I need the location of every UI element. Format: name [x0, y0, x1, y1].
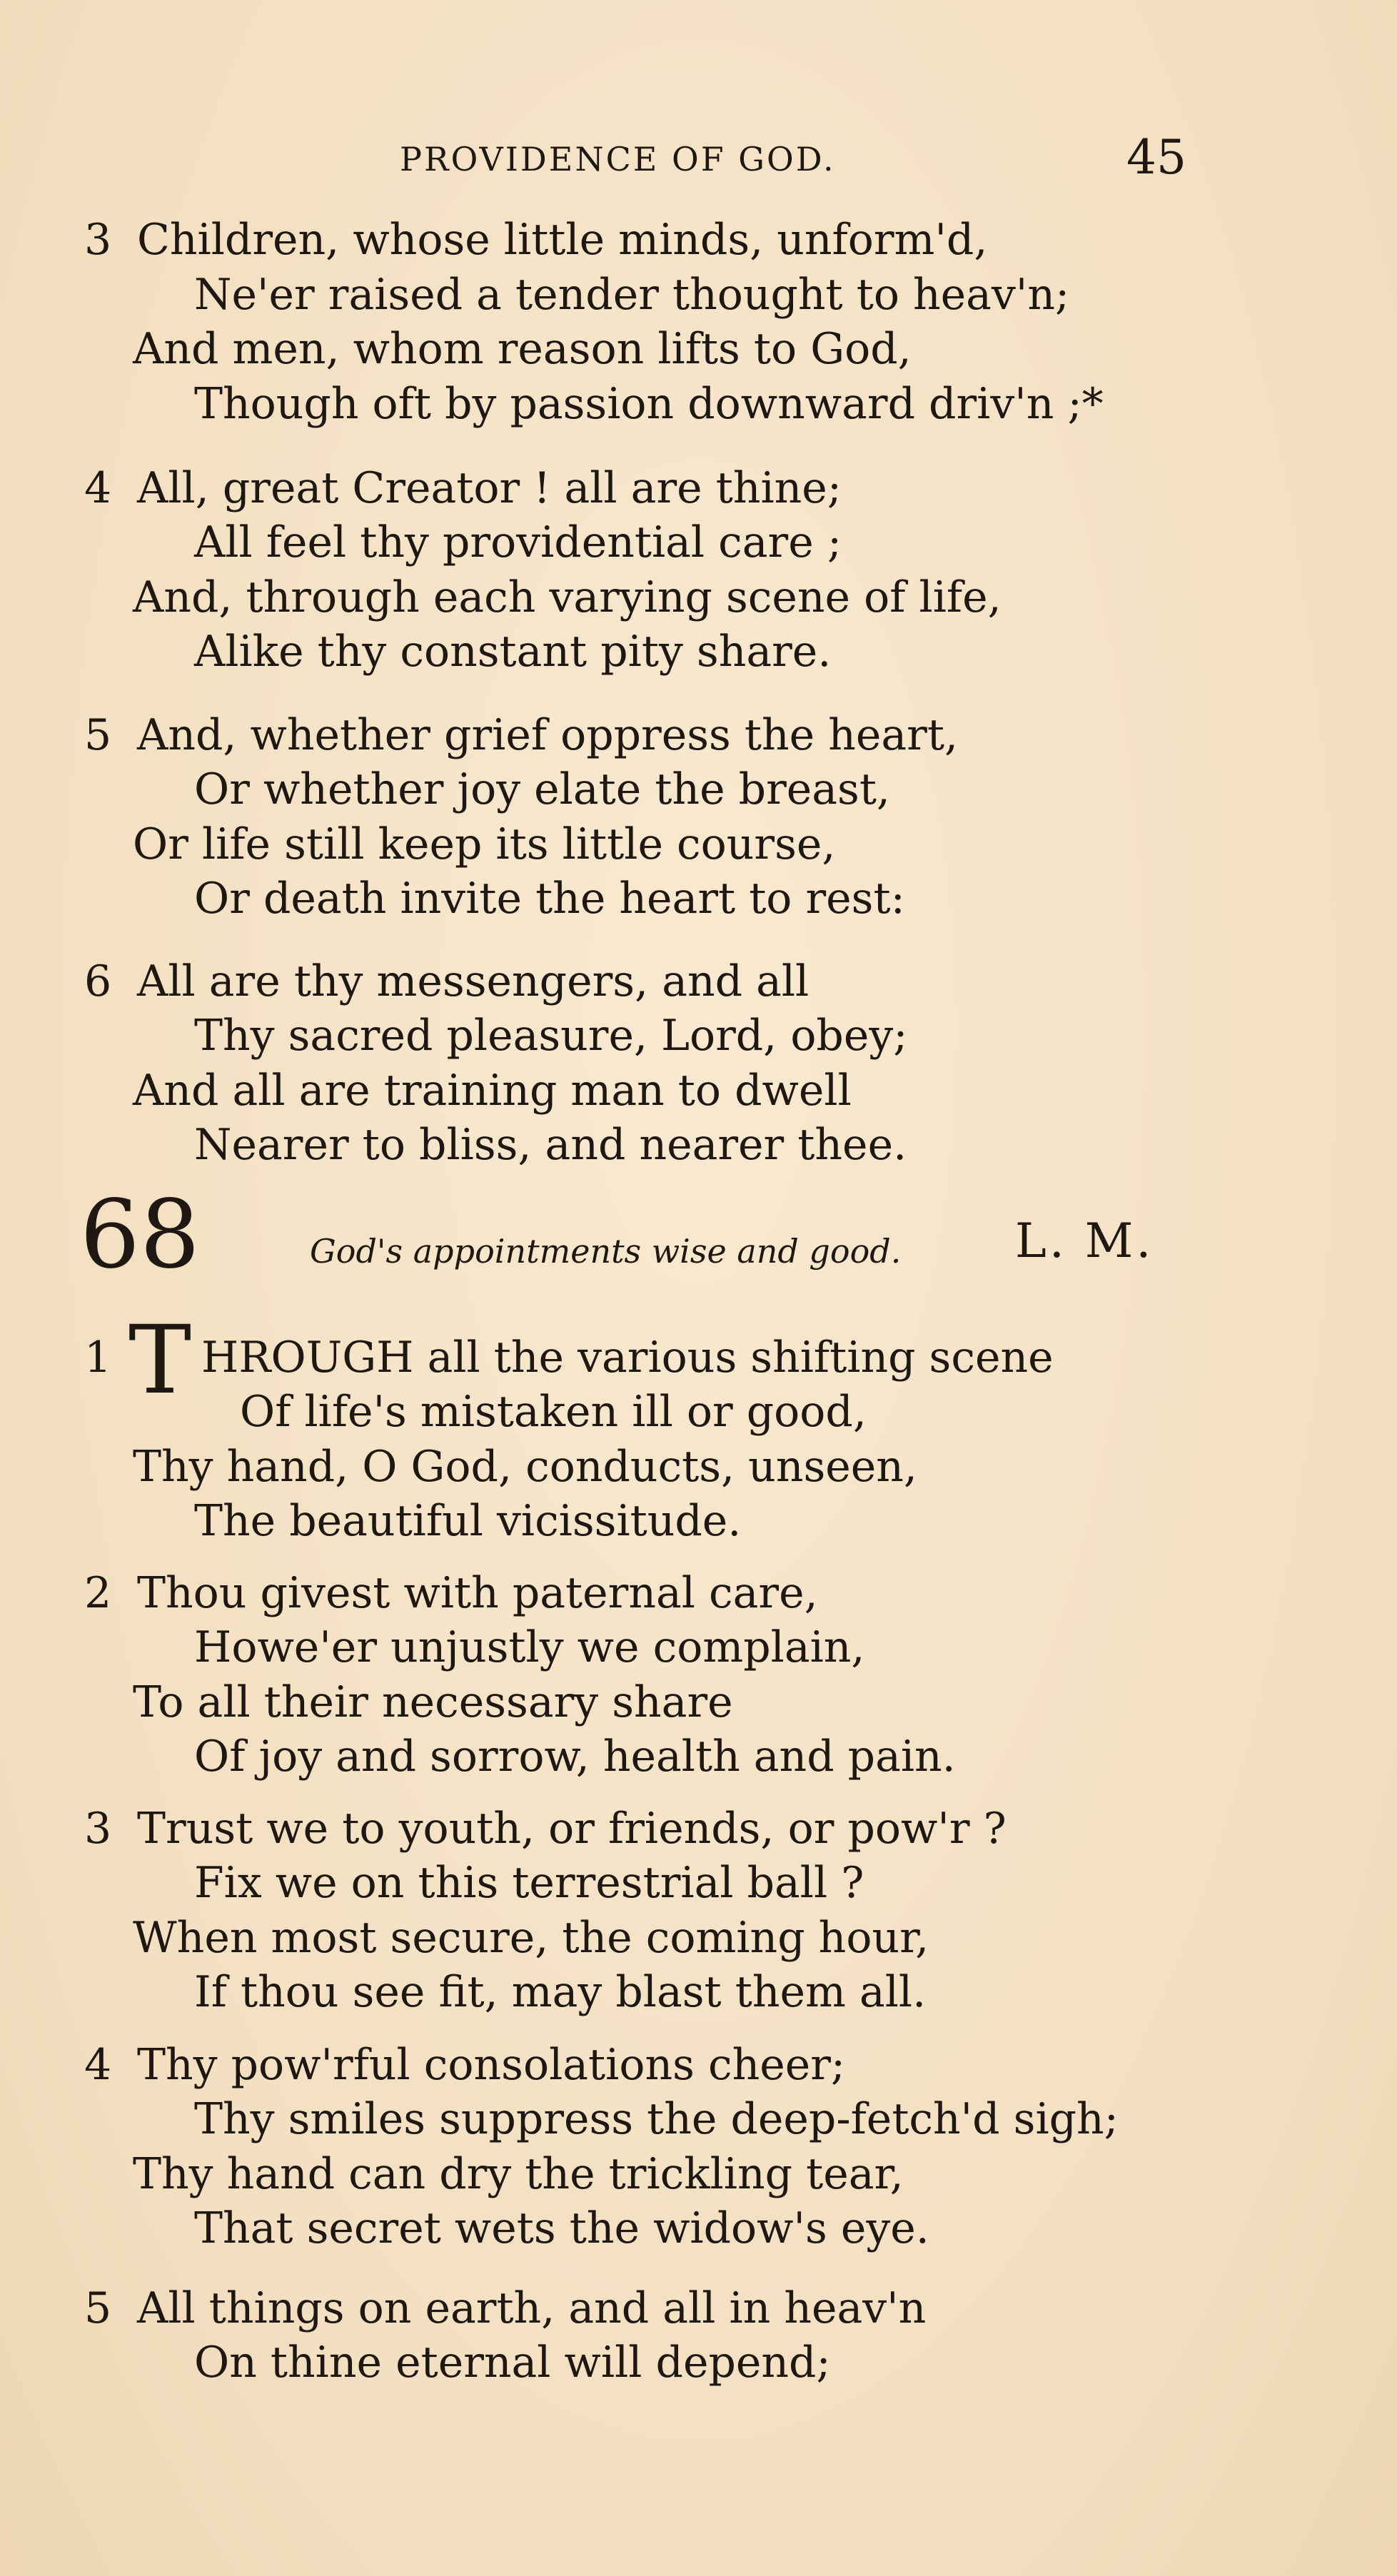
verse-line: Children, whose little minds, unform'd, [137, 215, 988, 265]
stanza-number: 1 [84, 1333, 112, 1383]
verse-line: All, great Creator ! all are thine; [137, 463, 842, 513]
verse-line: And, through each varying scene of life, [133, 572, 1002, 622]
stanza-number: 4 [84, 463, 112, 513]
stanza-number: 3 [84, 1804, 112, 1854]
verse-line: Thy pow'rful consolations cheer; [137, 2040, 846, 2090]
verse-line: On thine eternal will depend; [194, 2338, 831, 2388]
verse-line: And men, whom reason lifts to God, [133, 324, 912, 374]
verse-line: HROUGH all the various shifting scene [201, 1333, 1054, 1383]
stanza-number: 6 [84, 956, 112, 1006]
verse-line: If thou see fit, may blast them all. [194, 1967, 927, 2017]
verse-line: Or whether joy elate the breast, [194, 764, 890, 814]
verse-line: When most secure, the coming hour, [133, 1913, 929, 1963]
verse-line: Alike thy constant pity share. [194, 627, 832, 677]
verse-line: Thy hand, O God, conducts, unseen, [133, 1442, 917, 1492]
verse-line: To all their necessary share [133, 1677, 733, 1727]
hymn-meter: L. M. [1015, 1213, 1154, 1268]
stanza-number: 3 [84, 215, 112, 265]
hymn-caption: God's appointments wise and good. [310, 1232, 902, 1271]
verse-line: All feel thy providential care ; [194, 517, 842, 567]
stanza-number: 5 [84, 710, 112, 760]
verse-line: Of joy and sorrow, health and pain. [194, 1732, 956, 1782]
hymn-number: 68 [80, 1180, 200, 1290]
verse-line: Ne'er raised a tender thought to heav'n; [194, 270, 1070, 320]
verse-line: All are thy messengers, and all [137, 956, 810, 1006]
verse-line: All things on earth, and all in heav'n [137, 2283, 927, 2333]
verse-line: Nearer to bliss, and nearer thee. [194, 1120, 907, 1170]
running-header: PROVIDENCE OF GOD. [400, 140, 836, 178]
verse-line: Fix we on this terrestrial ball ? [194, 1858, 864, 1908]
stanza-number: 4 [84, 2040, 112, 2090]
verse-line: And all are training man to dwell [133, 1066, 852, 1116]
verse-line: Thou givest with paternal care, [137, 1568, 818, 1618]
verse-line: Or death invite the heart to rest: [194, 874, 905, 924]
verse-line: And, whether grief oppress the heart, [137, 710, 959, 760]
verse-line: That secret wets the widow's eye. [194, 2203, 929, 2253]
verse-line: Though oft by passion downward driv'n ;* [194, 379, 1104, 429]
verse-line: Thy sacred pleasure, Lord, obey; [194, 1011, 908, 1061]
verse-line: Thy hand can dry the trickling tear, [133, 2149, 904, 2199]
verse-line: Howe'er unjustly we complain, [194, 1622, 865, 1672]
stanza-number: 2 [84, 1568, 112, 1618]
verse-line: The beautiful vicissitude. [194, 1496, 742, 1546]
verse-line: Or life still keep its little course, [133, 819, 836, 869]
verse-line: Trust we to youth, or friends, or pow'r ? [137, 1804, 1007, 1854]
verse-line: Of life's mistaken ill or good, [240, 1387, 867, 1437]
verse-line: Thy smiles suppress the deep-fetch'd sigh; [194, 2094, 1119, 2144]
drop-cap: T [128, 1305, 192, 1415]
page-number: 45 [1126, 130, 1186, 185]
stanza-number: 5 [84, 2283, 112, 2333]
